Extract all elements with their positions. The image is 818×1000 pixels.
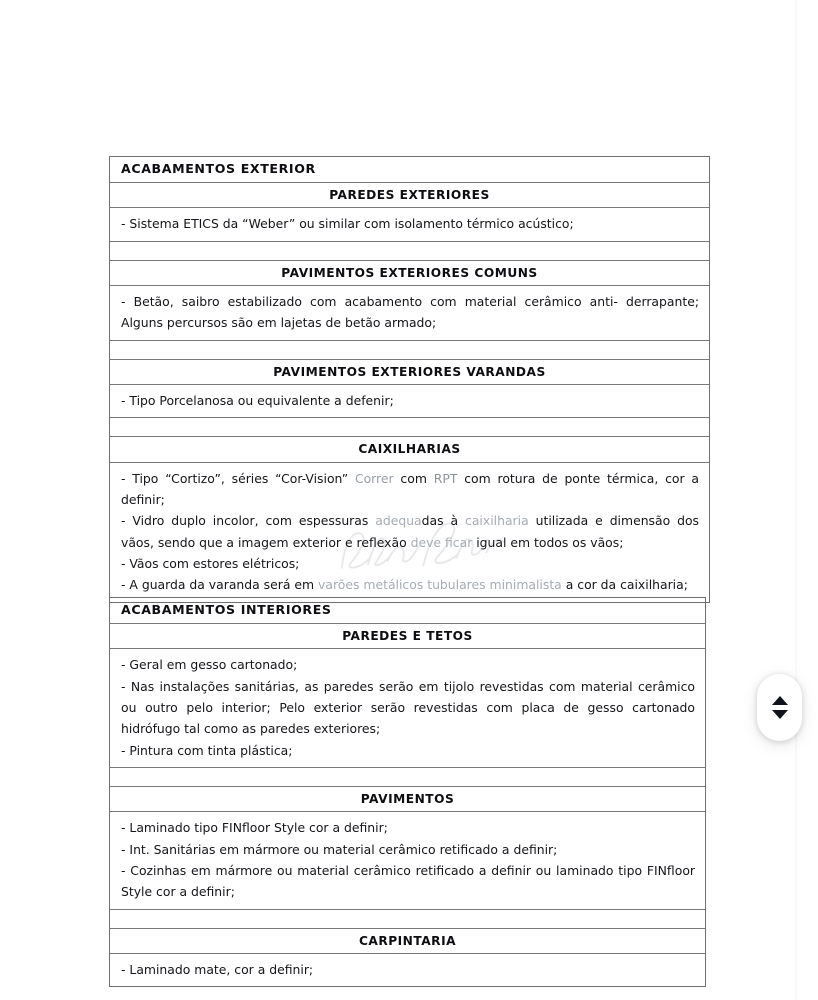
caixilharias-line-3: - Vãos com estores elétricos; bbox=[121, 556, 300, 572]
pavimentos-line-3: - Cozinhas em mármore ou material cerâmico retificado a definir ou laminado tipo FINfloor Style cor a definir; bbox=[121, 862, 695, 900]
page-edge bbox=[795, 0, 797, 1000]
section-header-carpintaria: CARPINTARIA bbox=[110, 929, 705, 954]
caixilharias-line-1: - Tipo “Cortizo”, séries “Cor-Vision” Correr com RPT com rotura de ponte térmica, cor a definir; bbox=[121, 470, 699, 508]
content-carpintaria: - Laminado mate, cor a definir; bbox=[121, 961, 314, 977]
spacer-row bbox=[110, 341, 709, 360]
pavimentos-line-2: - Int. Sanitárias em mármore ou material cerâmico retificado a definir; bbox=[121, 841, 558, 857]
paredes-tetos-line-1: - Geral em gesso cartonado; bbox=[121, 657, 298, 673]
content-paredes-e-tetos bbox=[110, 649, 705, 768]
spacer-row bbox=[110, 768, 705, 787]
table-title-exterior: ACABAMENTOS EXTERIOR bbox=[110, 157, 709, 183]
content-paredes-exteriores: - Sistema ETICS da “Weber” ou similar com isolamento térmico acústico; bbox=[110, 208, 709, 241]
table-acabamentos-interiores bbox=[109, 597, 706, 987]
triangle-up-icon[interactable] bbox=[772, 696, 788, 705]
pavimentos-line-1: - Laminado tipo FINfloor Style cor a definir; bbox=[121, 820, 388, 836]
content-pavimentos bbox=[110, 812, 705, 909]
page-scroll-control[interactable] bbox=[757, 674, 802, 741]
spacer-row bbox=[110, 910, 705, 929]
section-header-pavimentos: PAVIMENTOS bbox=[110, 787, 705, 812]
section-header-pavimentos-exteriores-comuns: PAVIMENTOS EXTERIORES COMUNS bbox=[110, 261, 709, 286]
spacer-row bbox=[110, 418, 709, 437]
content-caixilharias bbox=[110, 463, 709, 602]
triangle-down-icon[interactable] bbox=[772, 710, 788, 719]
paredes-tetos-line-3: - Pintura com tinta plástica; bbox=[121, 742, 293, 758]
section-header-paredes-e-tetos: PAREDES E TETOS bbox=[110, 624, 705, 649]
table-acabamentos-exterior bbox=[109, 156, 710, 603]
table-title-interiores: ACABAMENTOS INTERIORES bbox=[110, 598, 705, 624]
paredes-tetos-line-2: - Nas instalações sanitárias, as paredes serão em tijolo revestidas com material cerâmico ou outro pelo interior; Pelo exterior serão revestidas com placa de gesso cartonado hidrófugo tal como as paredes exteriores; bbox=[121, 678, 695, 737]
caixilharias-line-2: - Vidro duplo incolor, com espessuras adequadas à caixilharia utilizada e dimensão dos vãos, sendo que a imagem exterior e reflexão deve ficar igual em todos os vãos; bbox=[121, 513, 700, 550]
content-pavimentos-exteriores-comuns: - Betão, saibro estabilizado com acabamento com material cerâmico anti- derrapante; Alguns percursos são em lajetas de betão armado; bbox=[110, 286, 709, 341]
spacer-row bbox=[110, 242, 709, 261]
section-header-caixilharias: CAIXILHARIAS bbox=[110, 437, 709, 462]
caixilharias-line-4: - A guarda da varanda será em varões metálicos tubulares minimalista a cor da caixilharia; bbox=[121, 577, 688, 593]
section-header-pavimentos-exteriores-varandas: PAVIMENTOS EXTERIORES VARANDAS bbox=[110, 360, 709, 385]
section-header-paredes-exteriores: PAREDES EXTERIORES bbox=[110, 183, 709, 208]
content-pavimentos-exteriores-varandas: - Tipo Porcelanosa ou equivalente a defenir; bbox=[110, 385, 709, 418]
